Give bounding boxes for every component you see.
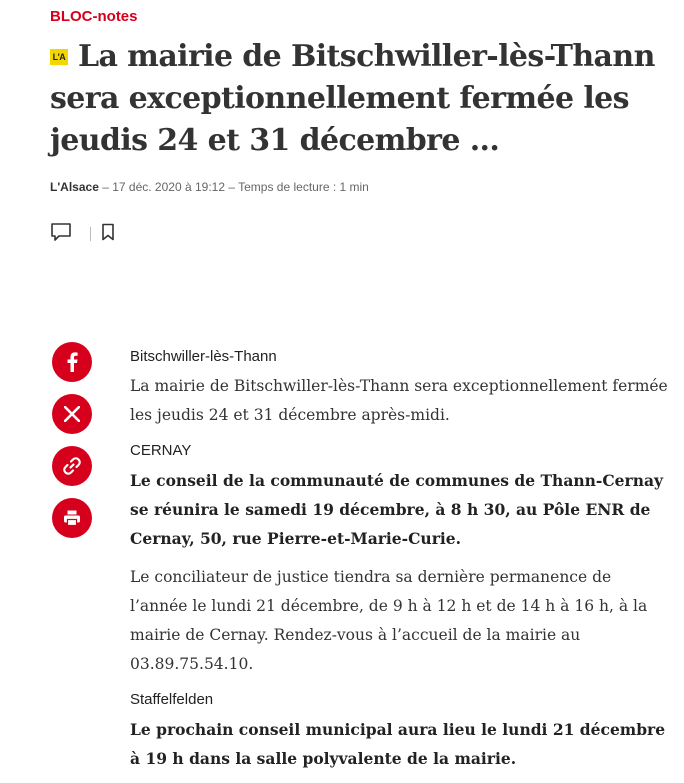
facebook-icon (65, 352, 79, 372)
section-bitschwiller (130, 346, 670, 430)
section-cernay (130, 440, 670, 679)
paragraph-lead: Le prochain conseil municipal aura lieu le lundi 21 décembre à 19 h dans la salle polyvalente de la mairie. (130, 720, 666, 768)
link-icon (62, 456, 82, 476)
paragraph-lead: Le conseil de la communauté de communes de Thann-Cernay se réunira le samedi 19 décembre, à 8 h 30, au Pôle ENR de Cernay, 50, rue Pierre-et-Marie-Curie. (130, 471, 664, 548)
section-location: Staffelfelden (130, 691, 214, 708)
article-source[interactable]: L'Alsace (50, 180, 99, 194)
rubric-label[interactable]: BLOC-notes (50, 8, 138, 25)
article-date-readtime: – 17 déc. 2020 à 19:12 – Temps de lecture : 1 min (98, 180, 369, 194)
print-icon (63, 509, 81, 527)
x-icon (64, 406, 80, 422)
section-staffelfelden (130, 689, 670, 773)
share-print-button[interactable] (52, 498, 92, 538)
share-x-button[interactable] (52, 394, 92, 434)
article-actions (50, 222, 115, 246)
article-title (50, 36, 670, 162)
share-link-button[interactable] (52, 446, 92, 486)
article-meta (50, 180, 369, 194)
actions-divider (90, 227, 91, 241)
comment-icon[interactable] (50, 222, 72, 246)
share-bar (52, 342, 92, 550)
paragraph: Le conciliateur de justice tiendra sa dernière permanence de l’année le lundi 21 décembre, de 9 h à 12 h et de 14 h à 16 h, à la mairie de Cernay. Rendez-vous à l’accueil de la mairie au 03.89.75.54.10. (130, 568, 648, 673)
share-facebook-button[interactable] (52, 342, 92, 382)
lalsace-badge-icon: L'A (50, 49, 68, 65)
section-location: Bitschwiller-lès-Thann (130, 348, 277, 365)
paragraph: La mairie de Bitschwiller-lès-Thann sera exceptionnellement fermée les jeudis 24 et 31 décembre après-midi. (130, 377, 668, 424)
bookmark-icon[interactable] (101, 223, 115, 245)
article-body (130, 346, 670, 783)
section-location: CERNAY (130, 442, 192, 459)
article-title-text: La mairie de Bitschwiller-lès-Thann sera exceptionnellement fermée les jeudis 24 et 31 décembre ... (50, 39, 655, 158)
